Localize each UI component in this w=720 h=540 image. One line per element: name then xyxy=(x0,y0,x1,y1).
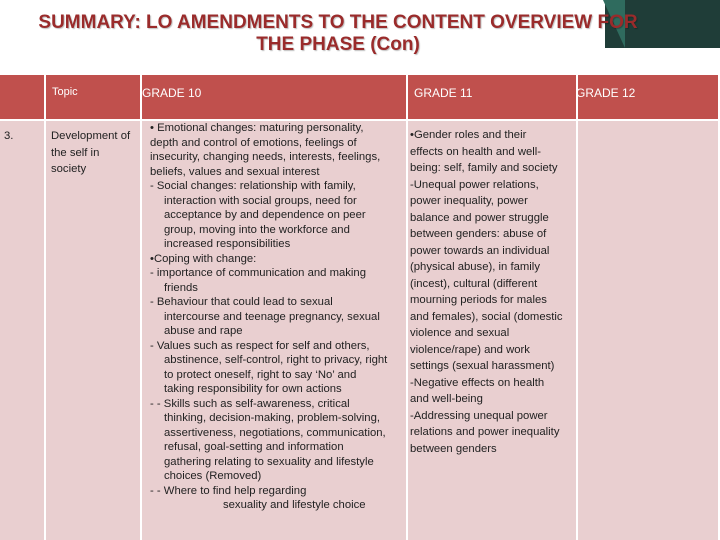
header-grade-11: GRADE 11 xyxy=(414,86,473,100)
grade-10-line: - importance of communication and making xyxy=(150,267,366,279)
grade-10-line: - Values such as respect for self and others, xyxy=(150,339,370,352)
grade-11-line: and females), social (domestic xyxy=(410,310,563,323)
grade-11-line: violence/rape) and work xyxy=(410,343,530,356)
grade-10-line: - Social changes: relationship with family, xyxy=(150,180,356,192)
grade-11-line: (incest), cultural (different xyxy=(410,277,538,290)
grade-10-line: intercourse and teenage pregnancy, sexual xyxy=(164,310,380,323)
grade-10-line: taking responsibility for own actions xyxy=(164,383,342,395)
grade-11-line: -Unequal power relations, xyxy=(410,178,539,191)
grade-10-cell xyxy=(144,121,406,513)
grade-10-line: • Emotional changes: maturing personality, xyxy=(150,122,364,134)
grade-11-line: (physical abuse), in family xyxy=(410,261,540,273)
grade-11-line: between genders: abuse of xyxy=(410,228,547,240)
topic-line: society xyxy=(51,163,87,175)
grade-10-line: assertiveness, negotiations, communication, xyxy=(164,426,386,439)
slide-title xyxy=(18,12,658,56)
grade-10-line: sexuality and lifestyle choice xyxy=(223,499,366,511)
grade-11-line: between genders xyxy=(410,442,497,455)
grade-10-line: depth and control of emotions, feelings of xyxy=(150,136,357,149)
grade-10-line: acceptance by and dependence on peer xyxy=(164,209,366,221)
grade-10-line: beliefs, values and sexual interest xyxy=(150,165,320,178)
topic-line: the self in xyxy=(51,146,100,159)
grade-10-line: interaction with social groups, need for xyxy=(164,194,357,207)
grade-11-line: power towards an individual xyxy=(410,244,550,257)
grade-11-line: settings (sexual harassment) xyxy=(410,360,555,372)
grade-11-line: being: self, family and society xyxy=(410,162,558,174)
grade-11-line: effects on health and well- xyxy=(410,145,542,158)
grade-10-line: group, moving into the workforce and xyxy=(164,223,350,236)
grade-11-line: -Negative effects on health xyxy=(410,376,545,389)
grade-10-line: insecurity, changing needs, interests, feelings, xyxy=(150,151,381,163)
grade-11-line: relations and power inequality xyxy=(410,426,560,438)
header-grade-12: GRADE 12 xyxy=(576,86,636,100)
title-line-1: SUMMARY: LO AMENDMENTS TO THE CONTENT OVERVIEW FOR xyxy=(38,12,638,33)
grade-10-line: abstinence, self-control, right to privacy, right xyxy=(164,354,388,366)
title-line-2: THE PHASE (Con) xyxy=(256,34,420,55)
grade-10-line: to protect oneself, right to say ‘No’ and xyxy=(164,368,357,381)
grade-10-line: increased responsibilities xyxy=(164,238,291,250)
grade-10-line: - - Where to find help regarding xyxy=(150,484,307,497)
header-grade-10: GRADE 10 xyxy=(142,86,202,100)
grade-11-line: -Addressing unequal power xyxy=(410,409,548,422)
header-topic: Topic xyxy=(52,86,78,98)
grade-10-line: refusal, goal-setting and information xyxy=(164,441,344,453)
grade-10-line: gathering relating to sexuality and lifestyle xyxy=(164,455,374,468)
grade-11-line: violence and sexual xyxy=(410,327,510,339)
grade-11-line: mourning periods for males xyxy=(410,294,547,306)
grade-11-cell xyxy=(410,127,578,457)
grade-10-line: thinking, decision-making, problem-solving, xyxy=(164,412,380,424)
grade-11-line: power inequality, power xyxy=(410,195,528,207)
grade-11-line: balance and power struggle xyxy=(410,211,549,224)
content-table xyxy=(0,75,718,540)
grade-10-line: friends xyxy=(164,281,198,294)
grade-10-line: choices (Removed) xyxy=(164,470,262,482)
column-divider xyxy=(406,75,408,540)
grade-10-line: •Coping with change: xyxy=(150,252,257,265)
grade-11-line: and well-being xyxy=(410,393,483,405)
grade-10-line: - - Skills such as self-awareness, critical xyxy=(150,397,350,410)
grade-10-line: abuse and rape xyxy=(164,325,243,337)
row-number: 3. xyxy=(4,130,14,142)
column-divider xyxy=(44,75,46,540)
topic-line: Development of xyxy=(51,130,131,142)
grade-10-line: - Behaviour that could lead to sexual xyxy=(150,296,333,308)
grade-11-line: •Gender roles and their xyxy=(410,129,527,141)
topic-cell xyxy=(51,128,141,178)
